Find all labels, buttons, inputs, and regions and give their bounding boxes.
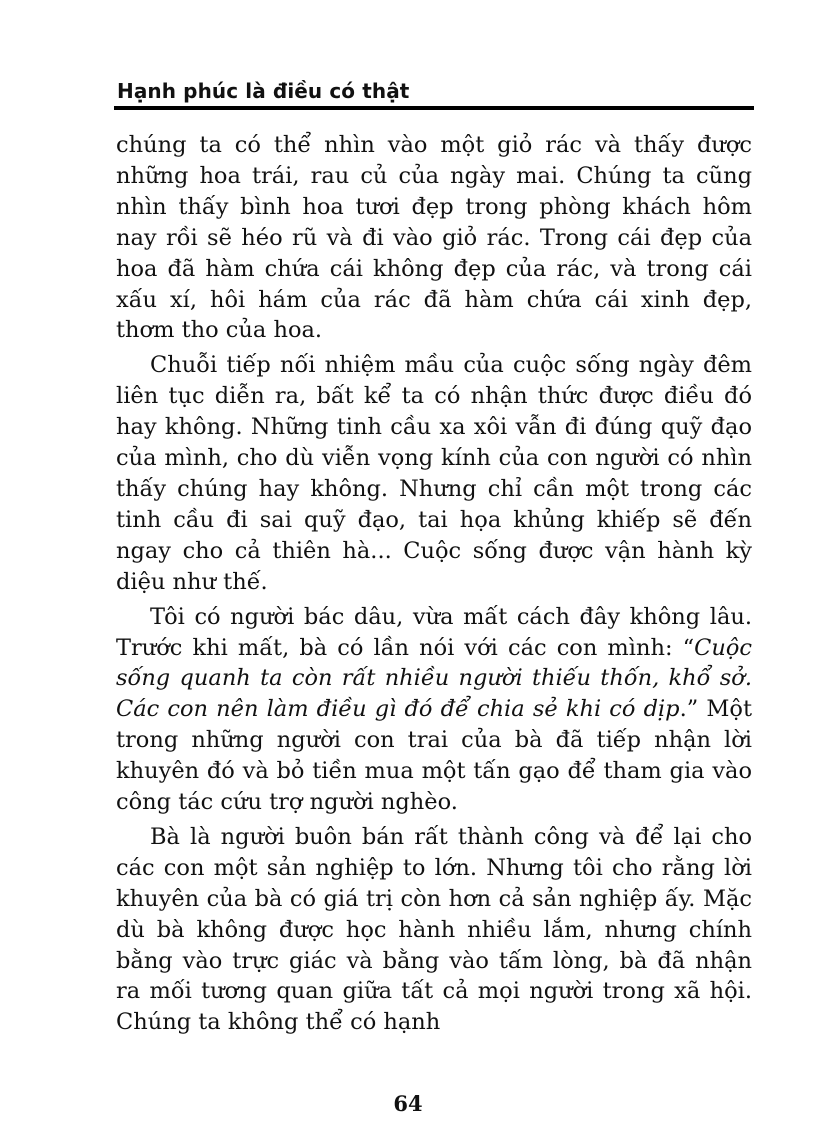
paragraph-3 — [116, 602, 752, 818]
header-rule — [114, 106, 754, 110]
paragraph-1: chúng ta có thể nhìn vào một giỏ rác và thấy được những hoa trái, rau củ của ngày mai. Chúng ta cũng nhìn thấy bình hoa tươi đẹp trong phòng khách hôm nay rồi sẽ héo rũ và đi vào giỏ rác. Trong cái đẹp của hoa đã hàm chứa cái không đẹp của rác, và trong cái xấu xí, hôi hám của rác đã hàm chứa cái xinh đẹp, thơm tho của hoa. — [116, 132, 752, 344]
paragraph-3-lead: Tôi có người bác dâu, vừa mất cách đây không lâu. Trước khi mất, bà có lần nói với các con mình: “ — [116, 603, 752, 661]
running-title: Hạnh phúc là điều có thật — [117, 79, 410, 103]
paragraph-3-tail: .” Một trong những người con trai của bà đã tiếp nhận lời khuyên đó và bỏ tiền mua một tấn gạo để tham gia vào công tác cứu trợ người nghèo. — [116, 696, 753, 816]
page-number: 64 — [393, 1091, 423, 1116]
paragraph-4: Bà là người buôn bán rất thành công và để lại cho các con một sản nghiệp to lớn. Nhưng tôi cho rằng lời khuyên của bà có giá trị còn hơn cả sản nghiệp ấy. Mặc dù bà không được học hành nhiều lắm, nhưng chính bằng vào trực giác và bằng vào tấm lòng, bà đã nhận ra mối tương quan giữa tất cả mọi người trong xã hội. Chúng ta không thể có hạnh — [116, 823, 752, 1036]
body-text — [116, 130, 752, 1038]
paragraph-3-quote: Cuộc sống quanh ta còn rất nhiều người thiếu thốn, khổ sở. Các con nên làm điều gì đó để chia sẻ khi có dịp — [116, 634, 752, 723]
paragraph-2: Chuỗi tiếp nối nhiệm mầu của cuộc sống ngày đêm liên tục diễn ra, bất kể ta có nhận thức được điều đó hay không. Những tinh cầu xa xôi vẫn đi đúng quỹ đạo của mình, cho dù viễn vọng kính của con người có nhìn thấy chúng hay không. Nhưng chỉ cần một trong các tinh cầu đi sai quỹ đạo, tai họa khủng khiếp sẽ đến ngay cho cả thiên hà... Cuộc sống được vận hành kỳ diệu như thế. — [116, 352, 752, 595]
